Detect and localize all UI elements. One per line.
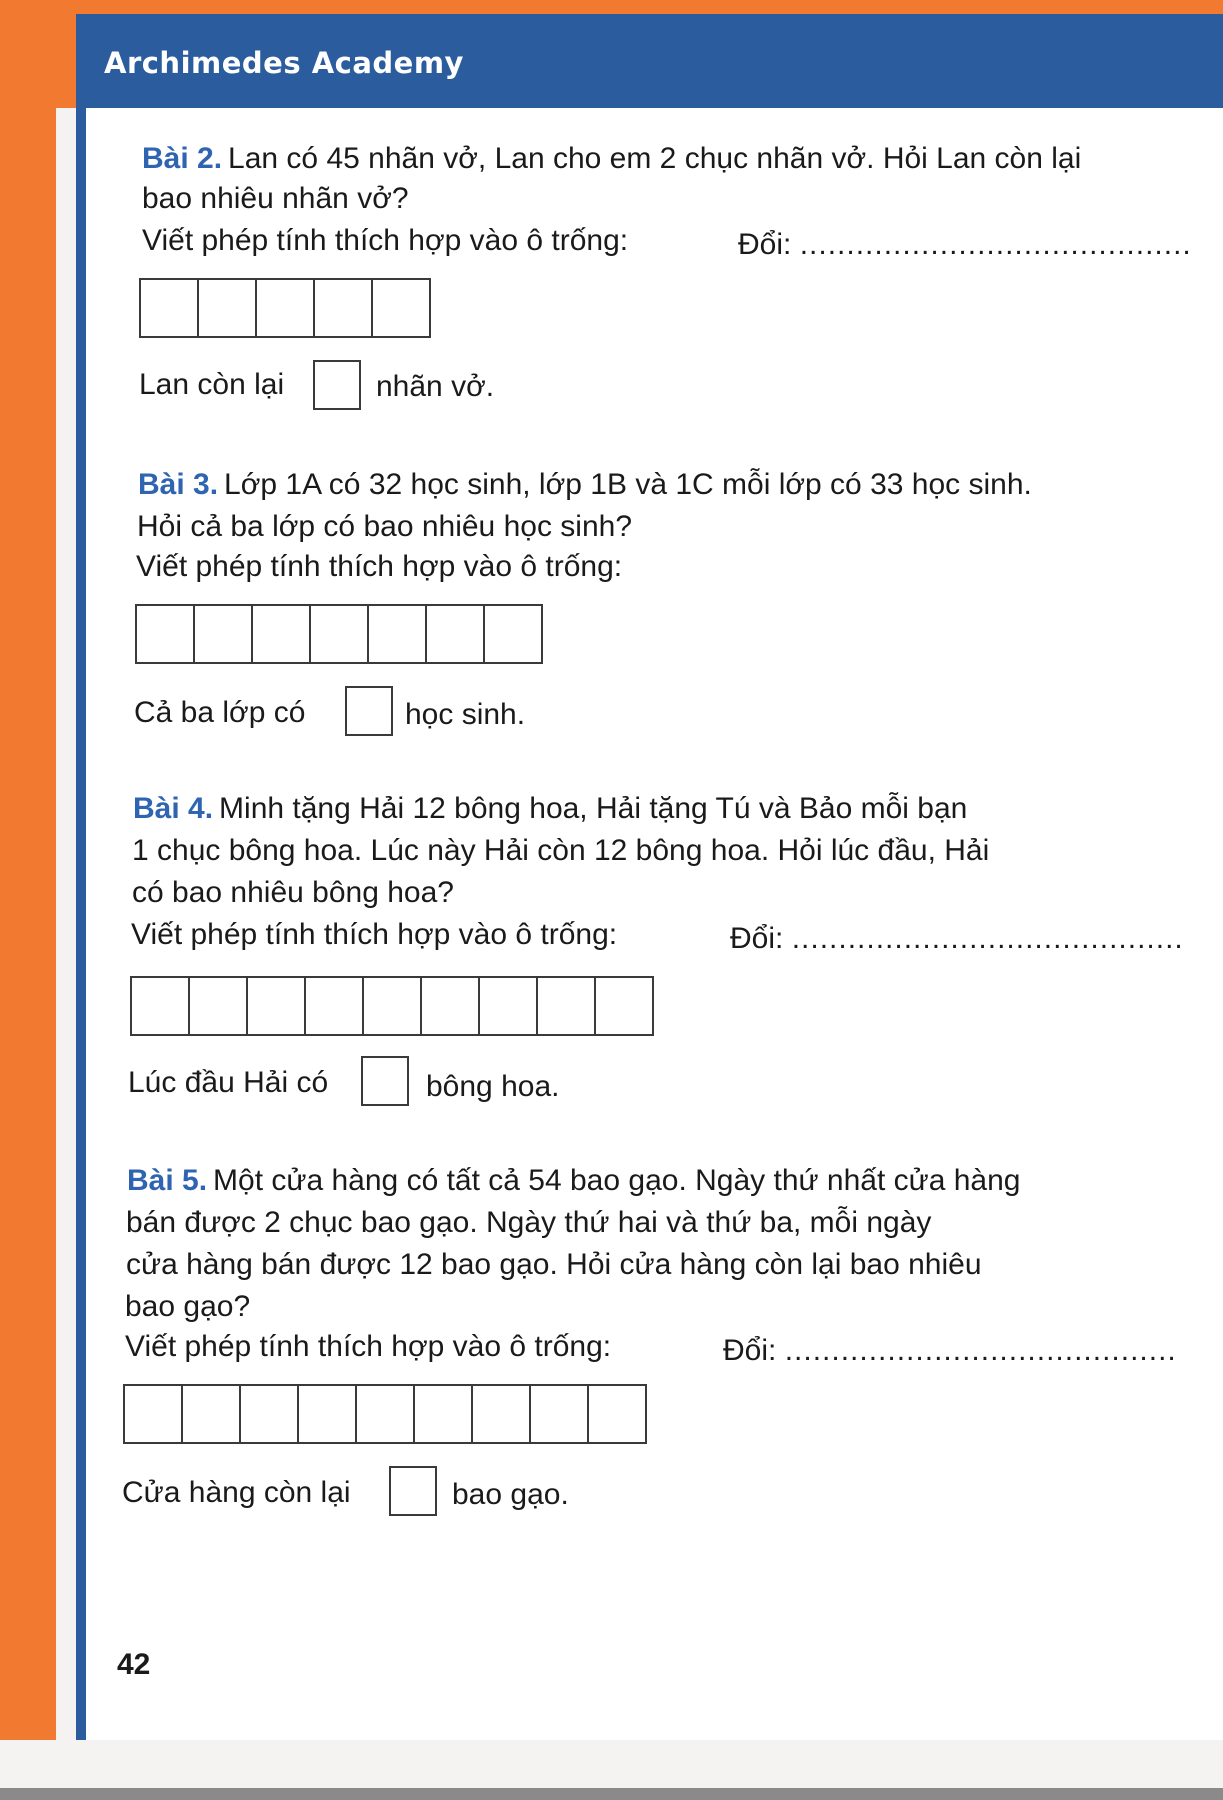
problem-3-equation-grid bbox=[135, 604, 543, 664]
problem-5-label: Bài 5. bbox=[127, 1164, 208, 1197]
convert-label: Đổi: bbox=[730, 922, 784, 955]
problem-5-line-3: cửa hàng bán được 12 bao gạo. Hỏi cửa hàng còn lại bao nhiêu bbox=[126, 1248, 982, 1281]
equation-cell[interactable] bbox=[141, 280, 199, 336]
equation-cell[interactable] bbox=[538, 978, 596, 1034]
problem-4-instruction: Viết phép tính thích hợp vào ô trống: bbox=[131, 918, 618, 951]
problem-5-answer-before: Cửa hàng còn lại bbox=[122, 1476, 351, 1509]
problem-3-label: Bài 3. bbox=[138, 468, 219, 501]
equation-cell[interactable] bbox=[357, 1386, 415, 1442]
equation-cell[interactable] bbox=[596, 978, 652, 1034]
equation-cell[interactable] bbox=[248, 978, 306, 1034]
problem-2-line-1 bbox=[142, 138, 1081, 179]
equation-cell[interactable] bbox=[137, 606, 195, 662]
problem-3-instruction: Viết phép tính thích hợp vào ô trống: bbox=[136, 550, 623, 583]
convert-dots[interactable]: .......................................... bbox=[791, 922, 1184, 955]
problem-4-convert bbox=[730, 922, 1184, 956]
equation-cell[interactable] bbox=[183, 1386, 241, 1442]
equation-cell[interactable] bbox=[306, 978, 364, 1034]
problem-5-text: Một cửa hàng có tất cả 54 bao gạo. Ngày thứ nhất cửa hàng bbox=[213, 1164, 1021, 1197]
problem-5-answer-box[interactable] bbox=[389, 1466, 437, 1516]
equation-cell[interactable] bbox=[485, 606, 541, 662]
problem-3-answer-box[interactable] bbox=[345, 686, 393, 736]
equation-cell[interactable] bbox=[480, 978, 538, 1034]
left-orange-band bbox=[0, 0, 56, 1740]
equation-cell[interactable] bbox=[364, 978, 422, 1034]
problem-5-equation-grid bbox=[123, 1384, 647, 1444]
problem-2-equation-grid bbox=[139, 278, 431, 338]
convert-label: Đổi: bbox=[738, 228, 792, 261]
problem-5-convert bbox=[723, 1334, 1177, 1368]
equation-cell[interactable] bbox=[190, 978, 248, 1034]
equation-cell[interactable] bbox=[373, 280, 429, 336]
problem-4-line-1 bbox=[133, 788, 967, 829]
equation-cell[interactable] bbox=[589, 1386, 645, 1442]
equation-cell[interactable] bbox=[531, 1386, 589, 1442]
problem-5-line-4: bao gạo? bbox=[125, 1290, 251, 1323]
problem-4-answer-after: bông hoa. bbox=[426, 1070, 560, 1103]
problem-4-text: Minh tặng Hải 12 bông hoa, Hải tặng Tú và Bảo mỗi bạn bbox=[219, 792, 968, 825]
problem-2-answer-before: Lan còn lại bbox=[139, 368, 285, 401]
equation-cell[interactable] bbox=[241, 1386, 299, 1442]
equation-cell[interactable] bbox=[311, 606, 369, 662]
problem-5-answer-after: bao gạo. bbox=[452, 1478, 569, 1511]
equation-cell[interactable] bbox=[422, 978, 480, 1034]
page-bottom-margin bbox=[0, 1740, 1223, 1788]
equation-cell[interactable] bbox=[199, 280, 257, 336]
equation-cell[interactable] bbox=[132, 978, 190, 1034]
convert-label: Đổi: bbox=[723, 1334, 777, 1367]
problem-4-label: Bài 4. bbox=[133, 792, 214, 825]
problem-5-instruction: Viết phép tính thích hợp vào ô trống: bbox=[125, 1330, 612, 1363]
convert-dots[interactable]: .......................................... bbox=[784, 1334, 1177, 1367]
equation-cell[interactable] bbox=[125, 1386, 183, 1442]
problem-2-label: Bài 2. bbox=[142, 142, 223, 175]
problem-5-line-1 bbox=[127, 1160, 1020, 1201]
problem-2-convert bbox=[738, 228, 1192, 262]
equation-cell[interactable] bbox=[253, 606, 311, 662]
problem-2-line-2: bao nhiêu nhãn vở? bbox=[142, 182, 409, 215]
problem-5-line-2: bán được 2 chục bao gạo. Ngày thứ hai và thứ ba, mỗi ngày bbox=[126, 1206, 932, 1239]
problem-2-answer-after: nhãn vở. bbox=[376, 370, 495, 403]
problem-4-answer-before: Lúc đầu Hải có bbox=[128, 1066, 329, 1099]
problem-3-answer-before: Cả ba lớp có bbox=[134, 696, 306, 729]
convert-dots[interactable]: .......................................... bbox=[799, 228, 1192, 261]
problem-3-text: Lớp 1A có 32 học sinh, lớp 1B và 1C mỗi lớp có 33 học sinh. bbox=[224, 468, 1032, 501]
equation-cell[interactable] bbox=[427, 606, 485, 662]
problem-4-line-2: 1 chục bông hoa. Lúc này Hải còn 12 bông hoa. Hỏi lúc đầu, Hải bbox=[132, 834, 990, 867]
equation-cell[interactable] bbox=[315, 280, 373, 336]
problem-3-answer-after: học sinh. bbox=[405, 698, 526, 731]
page-number: 42 bbox=[117, 1648, 151, 1681]
equation-cell[interactable] bbox=[415, 1386, 473, 1442]
bottom-strip bbox=[0, 1788, 1223, 1800]
problem-3-line-1 bbox=[138, 464, 1032, 505]
problem-4-line-3: có bao nhiêu bông hoa? bbox=[132, 876, 454, 909]
equation-cell[interactable] bbox=[473, 1386, 531, 1442]
equation-cell[interactable] bbox=[369, 606, 427, 662]
problem-4-answer-box[interactable] bbox=[361, 1056, 409, 1106]
equation-cell[interactable] bbox=[257, 280, 315, 336]
equation-cell[interactable] bbox=[195, 606, 253, 662]
brand-title: Archimedes Academy bbox=[104, 46, 464, 80]
problem-2-instruction: Viết phép tính thích hợp vào ô trống: bbox=[142, 224, 629, 257]
problem-2-answer-box[interactable] bbox=[313, 360, 361, 410]
problem-4-equation-grid bbox=[130, 976, 654, 1036]
problem-2-text: Lan có 45 nhãn vở, Lan cho em 2 chục nhãn vở. Hỏi Lan còn lại bbox=[228, 142, 1082, 175]
problem-3-line-2: Hỏi cả ba lớp có bao nhiêu học sinh? bbox=[137, 510, 632, 543]
equation-cell[interactable] bbox=[299, 1386, 357, 1442]
